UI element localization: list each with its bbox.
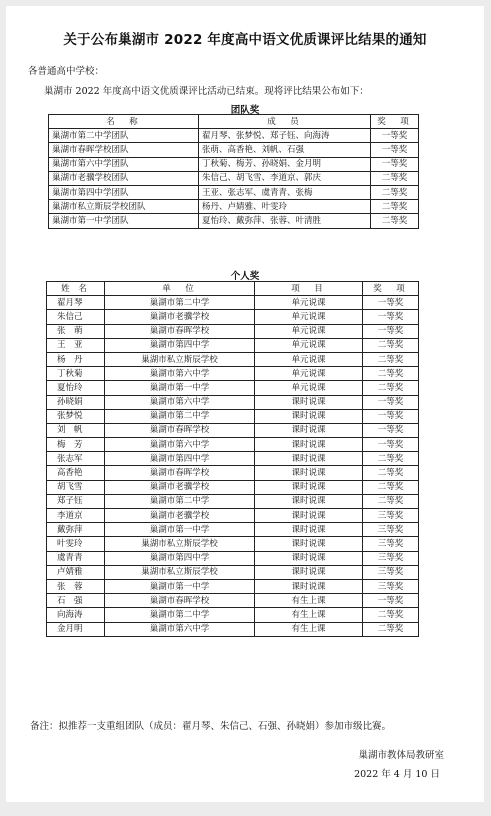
team-name-cell: 巢湖市春晖学校团队 (49, 143, 199, 157)
award-cell: 一等奖 (363, 409, 419, 423)
team-members-cell: 夏怡玲、戴弥萍、张蓉、叶清胜 (199, 214, 371, 228)
team-name-cell: 巢湖市第一中学团队 (49, 214, 199, 228)
individual-table-header-row (47, 282, 419, 296)
project-cell: 单元说课 (255, 324, 363, 338)
project-cell: 单元说课 (255, 381, 363, 395)
project-cell: 单元说课 (255, 352, 363, 366)
unit-cell: 巢湖市第一中学 (105, 381, 255, 395)
award-cell: 二等奖 (363, 352, 419, 366)
individual-table-row (47, 352, 419, 366)
individual-table-row (47, 395, 419, 409)
team-name-cell: 巢湖市第四中学团队 (49, 185, 199, 199)
individual-table-row (47, 452, 419, 466)
unit-cell: 巢湖市第二中学 (105, 296, 255, 310)
award-cell: 一等奖 (363, 310, 419, 324)
team-header-members: 成 员 (199, 115, 371, 129)
project-cell: 课时说课 (255, 480, 363, 494)
signature-date: 2022 年 4 月 10 日 (354, 769, 440, 780)
award-cell: 一等奖 (363, 594, 419, 608)
individual-table-row (47, 310, 419, 324)
individual-section-title: 个人奖 (230, 271, 260, 282)
award-cell: 一等奖 (363, 438, 419, 452)
salutation: 各普通高中学校： (28, 66, 105, 77)
unit-cell: 巢湖市第二中学 (105, 608, 255, 622)
person-name-cell: 张志军 (47, 452, 105, 466)
project-cell: 课时说课 (255, 537, 363, 551)
individual-table-row (47, 438, 419, 452)
individual-table-row (47, 423, 419, 437)
unit-cell: 巢湖市私立斯辰学校 (105, 537, 255, 551)
individual-table-row (47, 509, 419, 523)
individual-table-row (47, 565, 419, 579)
unit-cell: 巢湖市第一中学 (105, 579, 255, 593)
project-cell: 课时说课 (255, 466, 363, 480)
award-cell: 三等奖 (363, 551, 419, 565)
project-cell: 单元说课 (255, 310, 363, 324)
award-cell: 三等奖 (363, 509, 419, 523)
unit-cell: 巢湖市第二中学 (105, 494, 255, 508)
award-cell: 一等奖 (363, 423, 419, 437)
award-cell: 二等奖 (363, 338, 419, 352)
unit-cell: 巢湖市第四中学 (105, 338, 255, 352)
individual-table-row (47, 367, 419, 381)
team-table-header-row (49, 115, 419, 129)
person-name-cell: 向海涛 (47, 608, 105, 622)
person-name-cell: 胡飞雪 (47, 480, 105, 494)
award-cell: 二等奖 (363, 622, 419, 636)
project-cell: 课时说课 (255, 494, 363, 508)
project-cell: 单元说课 (255, 296, 363, 310)
unit-cell: 巢湖市第六中学 (105, 622, 255, 636)
award-cell: 二等奖 (363, 480, 419, 494)
team-award-cell: 二等奖 (371, 214, 419, 228)
project-cell: 有生上课 (255, 608, 363, 622)
award-cell: 二等奖 (363, 466, 419, 480)
unit-cell: 巢湖市春晖学校 (105, 466, 255, 480)
person-name-cell: 卢婧雅 (47, 565, 105, 579)
person-name-cell: 刘 帆 (47, 423, 105, 437)
project-cell: 课时说课 (255, 551, 363, 565)
team-award-cell: 一等奖 (371, 143, 419, 157)
individual-table-row (47, 594, 419, 608)
team-name-cell: 巢湖市第二中学团队 (49, 129, 199, 143)
award-cell: 三等奖 (363, 579, 419, 593)
person-name-cell: 戴弥萍 (47, 523, 105, 537)
team-award-cell: 二等奖 (371, 200, 419, 214)
project-cell: 有生上课 (255, 622, 363, 636)
person-name-cell: 李道京 (47, 509, 105, 523)
person-name-cell: 虞青青 (47, 551, 105, 565)
unit-cell: 巢湖市第四中学 (105, 551, 255, 565)
individual-header-name: 姓 名 (47, 282, 105, 296)
person-name-cell: 张 蓉 (47, 579, 105, 593)
award-cell: 三等奖 (363, 537, 419, 551)
award-cell: 一等奖 (363, 296, 419, 310)
team-table-row (49, 214, 419, 228)
team-name-cell: 巢湖市第六中学团队 (49, 157, 199, 171)
individual-table-row (47, 608, 419, 622)
unit-cell: 巢湖市私立斯辰学校 (105, 565, 255, 579)
team-table-row (49, 129, 419, 143)
individual-header-project: 项 目 (255, 282, 363, 296)
award-cell: 一等奖 (363, 324, 419, 338)
unit-cell: 巢湖市春晖学校 (105, 594, 255, 608)
individual-award-table (46, 281, 419, 637)
individual-table-row (47, 622, 419, 636)
team-members-cell: 丁秋菊、梅芳、孙晓娟、金月明 (199, 157, 371, 171)
person-name-cell: 孙晓娟 (47, 395, 105, 409)
award-cell: 一等奖 (363, 395, 419, 409)
team-table-row (49, 200, 419, 214)
award-cell: 二等奖 (363, 367, 419, 381)
project-cell: 课时说课 (255, 523, 363, 537)
team-table-row (49, 143, 419, 157)
team-name-cell: 巢湖市私立斯辰学校团队 (49, 200, 199, 214)
person-name-cell: 翟月琴 (47, 296, 105, 310)
individual-table-row (47, 480, 419, 494)
team-header-name: 名 称 (49, 115, 199, 129)
project-cell: 课时说课 (255, 423, 363, 437)
team-table-row (49, 157, 419, 171)
individual-table-row (47, 551, 419, 565)
team-members-cell: 朱信己、胡飞雪、李道京、郭庆 (199, 171, 371, 185)
individual-table-row (47, 466, 419, 480)
person-name-cell: 张梦悦 (47, 409, 105, 423)
team-award-cell: 一等奖 (371, 129, 419, 143)
individual-table-row (47, 324, 419, 338)
intro-paragraph: 巢湖市 2022 年度高中语文优质课评比活动已结束。现将评比结果公布如下： (44, 86, 369, 97)
project-cell: 课时说课 (255, 509, 363, 523)
individual-header-award: 奖 项 (363, 282, 419, 296)
project-cell: 课时说课 (255, 438, 363, 452)
team-award-cell: 二等奖 (371, 171, 419, 185)
team-table-body (49, 129, 419, 228)
team-table-row (49, 185, 419, 199)
team-name-cell: 巢湖市老骥学校团队 (49, 171, 199, 185)
person-name-cell: 杨 丹 (47, 352, 105, 366)
person-name-cell: 郑子钰 (47, 494, 105, 508)
unit-cell: 巢湖市老骥学校 (105, 480, 255, 494)
project-cell: 单元说课 (255, 367, 363, 381)
award-cell: 二等奖 (363, 381, 419, 395)
unit-cell: 巢湖市私立斯辰学校 (105, 352, 255, 366)
project-cell: 课时说课 (255, 452, 363, 466)
person-name-cell: 金月明 (47, 622, 105, 636)
individual-table-row (47, 381, 419, 395)
project-cell: 单元说课 (255, 338, 363, 352)
award-cell: 二等奖 (363, 608, 419, 622)
team-header-award: 奖 项 (371, 115, 419, 129)
individual-table-body (47, 296, 419, 637)
unit-cell: 巢湖市第六中学 (105, 395, 255, 409)
person-name-cell: 梅 芳 (47, 438, 105, 452)
person-name-cell: 夏怡玲 (47, 381, 105, 395)
person-name-cell: 张 萌 (47, 324, 105, 338)
person-name-cell: 王 亚 (47, 338, 105, 352)
document-page (6, 6, 484, 802)
person-name-cell: 叶雯玲 (47, 537, 105, 551)
team-members-cell: 翟月琴、张梦悦、郑子钰、向海涛 (199, 129, 371, 143)
award-cell: 二等奖 (363, 452, 419, 466)
individual-table-row (47, 579, 419, 593)
team-award-table (48, 114, 419, 229)
individual-table-row (47, 296, 419, 310)
individual-table-row (47, 494, 419, 508)
unit-cell: 巢湖市第六中学 (105, 367, 255, 381)
team-award-cell: 一等奖 (371, 157, 419, 171)
document-title: 关于公布巢湖市 2022 年度高中语文优质课评比结果的通知 (63, 32, 427, 48)
unit-cell: 巢湖市第六中学 (105, 438, 255, 452)
unit-cell: 巢湖市老骥学校 (105, 310, 255, 324)
remarks-note: 备注：拟推荐一支重组团队（成员：翟月琴、朱信己、石强、孙晓娟）参加市级比赛。 (30, 721, 392, 732)
team-section-title: 团队奖 (230, 105, 260, 116)
individual-table-row (47, 523, 419, 537)
individual-table-row (47, 537, 419, 551)
award-cell: 二等奖 (363, 494, 419, 508)
individual-table-row (47, 338, 419, 352)
unit-cell: 巢湖市春晖学校 (105, 324, 255, 338)
individual-table-row (47, 409, 419, 423)
project-cell: 课时说课 (255, 579, 363, 593)
award-cell: 三等奖 (363, 523, 419, 537)
unit-cell: 巢湖市第四中学 (105, 452, 255, 466)
project-cell: 课时说课 (255, 565, 363, 579)
team-members-cell: 张萌、高香艳、刘帆、石强 (199, 143, 371, 157)
team-members-cell: 杨丹、卢婧雅、叶雯玲 (199, 200, 371, 214)
unit-cell: 巢湖市第一中学 (105, 523, 255, 537)
team-award-cell: 二等奖 (371, 185, 419, 199)
project-cell: 课时说课 (255, 409, 363, 423)
project-cell: 有生上课 (255, 594, 363, 608)
person-name-cell: 朱信己 (47, 310, 105, 324)
person-name-cell: 石 强 (47, 594, 105, 608)
team-members-cell: 王亚、张志军、虞青青、张梅 (199, 185, 371, 199)
person-name-cell: 高香艳 (47, 466, 105, 480)
unit-cell: 巢湖市春晖学校 (105, 423, 255, 437)
project-cell: 课时说课 (255, 395, 363, 409)
signature-organization: 巢湖市教体局教研室 (358, 750, 444, 761)
person-name-cell: 丁秋菊 (47, 367, 105, 381)
team-table-row (49, 171, 419, 185)
unit-cell: 巢湖市老骥学校 (105, 509, 255, 523)
individual-header-unit: 单 位 (105, 282, 255, 296)
unit-cell: 巢湖市第二中学 (105, 409, 255, 423)
award-cell: 三等奖 (363, 565, 419, 579)
